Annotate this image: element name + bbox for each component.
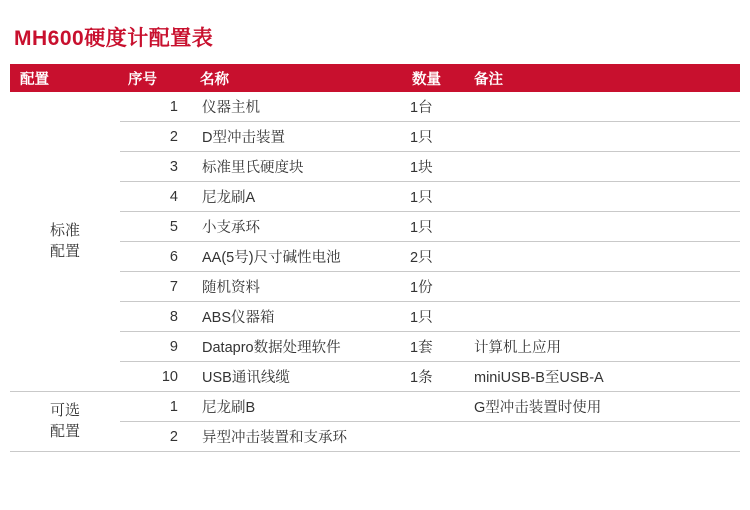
table-row bbox=[10, 272, 740, 302]
cell-remark bbox=[466, 302, 740, 332]
cell-remark: miniUSB-B至USB-A bbox=[466, 362, 740, 392]
cell-remark bbox=[466, 242, 740, 272]
cell-no: 1 bbox=[120, 392, 192, 422]
group-label-line: 配置 bbox=[49, 242, 80, 260]
cell-remark bbox=[466, 122, 740, 152]
cell-qty: 1份 bbox=[404, 272, 466, 302]
page-title: MH600硬度计配置表 bbox=[14, 27, 214, 50]
configuration-table bbox=[10, 64, 740, 452]
cell-no: 5 bbox=[120, 212, 192, 242]
cell-qty: 1台 bbox=[404, 92, 466, 122]
table-row bbox=[10, 362, 740, 392]
cell-name: D型冲击装置 bbox=[192, 122, 404, 152]
cell-no: 2 bbox=[120, 122, 192, 152]
column-header-remark: 备注 bbox=[466, 64, 740, 92]
group-label-standard bbox=[10, 92, 120, 392]
cell-qty bbox=[404, 392, 466, 422]
column-header-config: 配置 bbox=[10, 64, 120, 92]
cell-remark: G型冲击装置时使用 bbox=[466, 392, 740, 422]
cell-no: 10 bbox=[120, 362, 192, 392]
table-row bbox=[10, 392, 740, 422]
cell-qty: 1条 bbox=[404, 362, 466, 392]
column-header-name: 名称 bbox=[192, 64, 404, 92]
cell-no: 8 bbox=[120, 302, 192, 332]
cell-name: 尼龙刷A bbox=[192, 182, 404, 212]
cell-qty: 2只 bbox=[404, 242, 466, 272]
cell-remark bbox=[466, 212, 740, 242]
table-row bbox=[10, 422, 740, 452]
cell-name: 仪器主机 bbox=[192, 92, 404, 122]
cell-no: 2 bbox=[120, 422, 192, 452]
group-label-line: 标准 bbox=[49, 222, 80, 240]
cell-no: 4 bbox=[120, 182, 192, 212]
group-label-line: 可选 bbox=[49, 402, 80, 420]
table-row bbox=[10, 122, 740, 152]
cell-no: 9 bbox=[120, 332, 192, 362]
column-header-qty: 数量 bbox=[404, 64, 466, 92]
cell-remark bbox=[466, 152, 740, 182]
cell-qty: 1块 bbox=[404, 152, 466, 182]
table-row bbox=[10, 92, 740, 122]
cell-remark bbox=[466, 92, 740, 122]
cell-name: 异型冲击装置和支承环 bbox=[192, 422, 404, 452]
cell-name: AA(5号)尺寸碱性电池 bbox=[192, 242, 404, 272]
table-row bbox=[10, 182, 740, 212]
table-row bbox=[10, 212, 740, 242]
cell-remark: 计算机上应用 bbox=[466, 332, 740, 362]
cell-name: 尼龙刷B bbox=[192, 392, 404, 422]
cell-name: 小支承环 bbox=[192, 212, 404, 242]
group-label-line: 配置 bbox=[49, 422, 80, 440]
cell-name: USB通讯线缆 bbox=[192, 362, 404, 392]
table-row bbox=[10, 242, 740, 272]
cell-remark bbox=[466, 422, 740, 452]
table-header-row bbox=[10, 64, 740, 92]
cell-qty: 1套 bbox=[404, 332, 466, 362]
column-header-no: 序号 bbox=[120, 64, 192, 92]
cell-name: 标准里氏硬度块 bbox=[192, 152, 404, 182]
cell-name: ABS仪器箱 bbox=[192, 302, 404, 332]
cell-name: Datapro数据处理软件 bbox=[192, 332, 404, 362]
cell-qty: 1只 bbox=[404, 212, 466, 242]
cell-name: 随机资料 bbox=[192, 272, 404, 302]
cell-qty: 1只 bbox=[404, 122, 466, 152]
table-body bbox=[10, 92, 740, 452]
table-row bbox=[10, 302, 740, 332]
cell-no: 7 bbox=[120, 272, 192, 302]
cell-no: 1 bbox=[120, 92, 192, 122]
cell-no: 6 bbox=[120, 242, 192, 272]
cell-no: 3 bbox=[120, 152, 192, 182]
cell-remark bbox=[466, 272, 740, 302]
cell-qty bbox=[404, 422, 466, 452]
table-row bbox=[10, 152, 740, 182]
cell-remark bbox=[466, 182, 740, 212]
group-label-optional bbox=[10, 392, 120, 452]
cell-qty: 1只 bbox=[404, 182, 466, 212]
cell-qty: 1只 bbox=[404, 302, 466, 332]
table-row bbox=[10, 332, 740, 362]
table-header bbox=[10, 64, 740, 92]
